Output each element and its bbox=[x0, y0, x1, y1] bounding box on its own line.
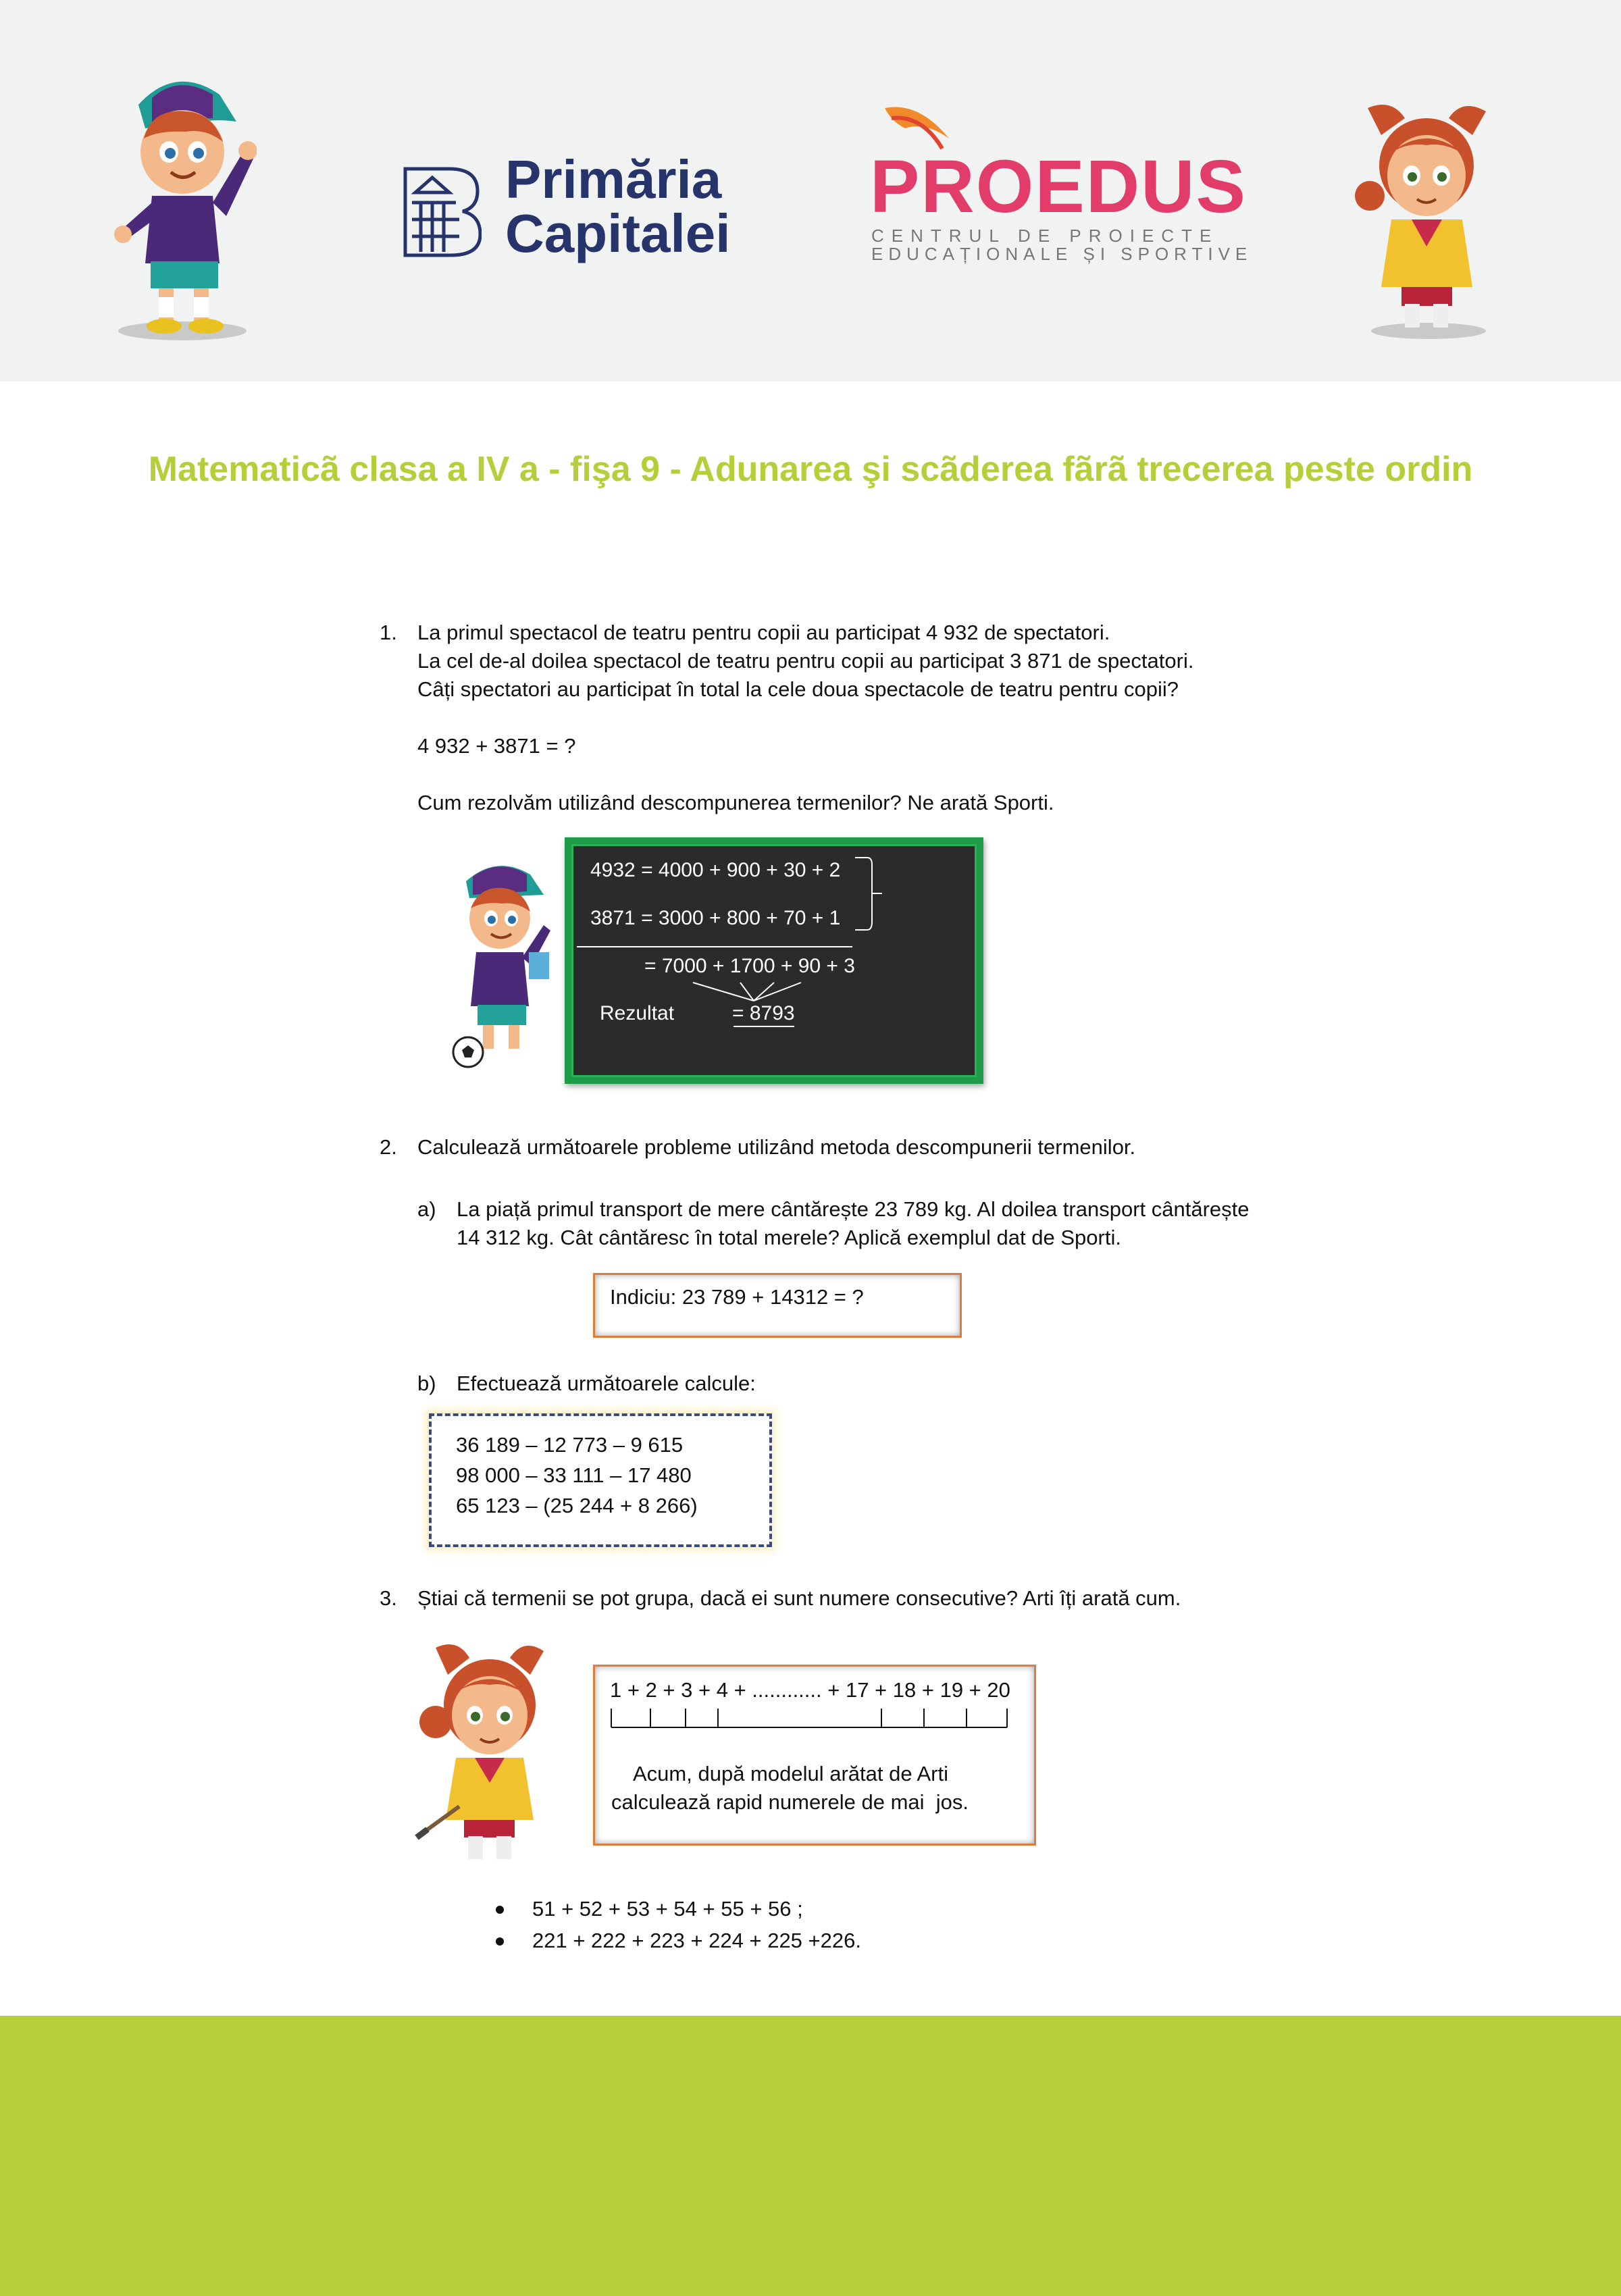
board-row-1: 4932 = 4000 + 900 + 30 + 2 bbox=[590, 859, 841, 881]
chalkboard bbox=[565, 837, 983, 1084]
sequence-text: 1 + 2 + 3 + 4 + ............ + 17 + 18 + 19 + 20 bbox=[610, 1678, 1010, 1702]
proedus-tagline-line2: EDUCAȚIONALE ȘI SPORTIVE bbox=[871, 244, 1253, 264]
ex1-number: 1. bbox=[380, 621, 397, 644]
instruction-line1: Acum, după modelul arătat de Arti bbox=[633, 1762, 948, 1785]
instruction-line2: calculează rapid numerele de mai jos. bbox=[611, 1790, 969, 1814]
proedus-logo-text: PROEDUS bbox=[870, 145, 1247, 228]
arti-with-brush-image bbox=[409, 1638, 561, 1867]
board-row-2: 3871 = 3000 + 800 + 70 + 1 bbox=[590, 907, 841, 929]
ex2a-line1: La piață primul transport de mere cântărește 23 789 kg. Al doilea transport cântărește bbox=[457, 1197, 1250, 1221]
page-footer bbox=[0, 2016, 1621, 2296]
ex2-intro: Calculează următoarele probleme utilizând metoda descompunerii termenilor. bbox=[417, 1135, 1136, 1159]
ex1-equation: 4 932 + 3871 = ? bbox=[417, 734, 576, 758]
primaria-name-line1: Primăria bbox=[505, 149, 722, 209]
ex1-text-line1: La primul spectacol de teatru pentru copii au participat 4 932 de spectatori. bbox=[417, 621, 1110, 644]
ex3-number: 3. bbox=[380, 1586, 397, 1610]
ex1-question: Cum rezolvăm utilizând descompunerea termenilor? Ne arată Sporti. bbox=[417, 791, 1054, 814]
ex3-intro: Știai că termenii se pot grupa, dacă ei sunt numere consecutive? Arti îți arată cum. bbox=[417, 1586, 1181, 1610]
sum-item-1: 51 + 52 + 53 + 54 + 55 + 56 ; bbox=[532, 1897, 803, 1921]
page-header bbox=[0, 0, 1621, 382]
primaria-name-line2: Capitalei bbox=[505, 203, 731, 263]
hint-text: Indiciu: 23 789 + 14312 = ? bbox=[610, 1285, 864, 1309]
board-result-value: = 8793 bbox=[732, 1002, 795, 1024]
calculations-box bbox=[429, 1413, 772, 1547]
board-result-label: Rezultat bbox=[600, 1002, 675, 1024]
primaria-capitalei-logo-icon bbox=[402, 165, 482, 259]
arti-example-box bbox=[593, 1665, 1036, 1846]
calc-line-2: 98 000 – 33 111 – 17 480 bbox=[456, 1463, 692, 1487]
proedus-tagline-line1: CENTRUL DE PROIECTE bbox=[871, 226, 1219, 246]
grouping-ticks bbox=[610, 1707, 1015, 1734]
board-row-3: = 7000 + 1700 + 90 + 3 bbox=[644, 955, 855, 977]
page-title: Matematicã clasa a IV a - fişa 9 - Adunarea şi scãderea fãrã trecerea peste ordin bbox=[148, 450, 1473, 489]
ex1-text-line2: La cel de-al doilea spectacol de teatru pentru copii au participat 3 871 de spectatori. bbox=[417, 649, 1194, 673]
ex2a-line2: 14 312 kg. Cât cântăresc în total merele? Aplică exemplul dat de Sporti. bbox=[457, 1226, 1121, 1249]
ex2-number: 2. bbox=[380, 1135, 397, 1159]
bullet-icon bbox=[496, 1937, 504, 1946]
ex2a-label: a) bbox=[417, 1197, 436, 1221]
ex1-text-line3: Câți spectatori au participat în total la cele doua spectacole de teatru pentru copii? bbox=[417, 677, 1179, 701]
hint-box bbox=[593, 1273, 962, 1338]
ex2b-text: Efectuează următoarele calcule: bbox=[457, 1372, 756, 1395]
calc-line-1: 36 189 – 12 773 – 9 615 bbox=[456, 1433, 684, 1457]
ex2b-label: b) bbox=[417, 1372, 436, 1395]
sporti-with-ball-image bbox=[449, 858, 557, 1070]
calc-line-3: 65 123 – (25 244 + 8 266) bbox=[456, 1494, 698, 1517]
sum-item-2: 221 + 222 + 223 + 224 + 225 +226. bbox=[532, 1929, 861, 1952]
arti-mascot-image bbox=[1351, 101, 1503, 341]
bullet-icon bbox=[496, 1906, 504, 1914]
sporti-mascot-image bbox=[111, 71, 257, 348]
